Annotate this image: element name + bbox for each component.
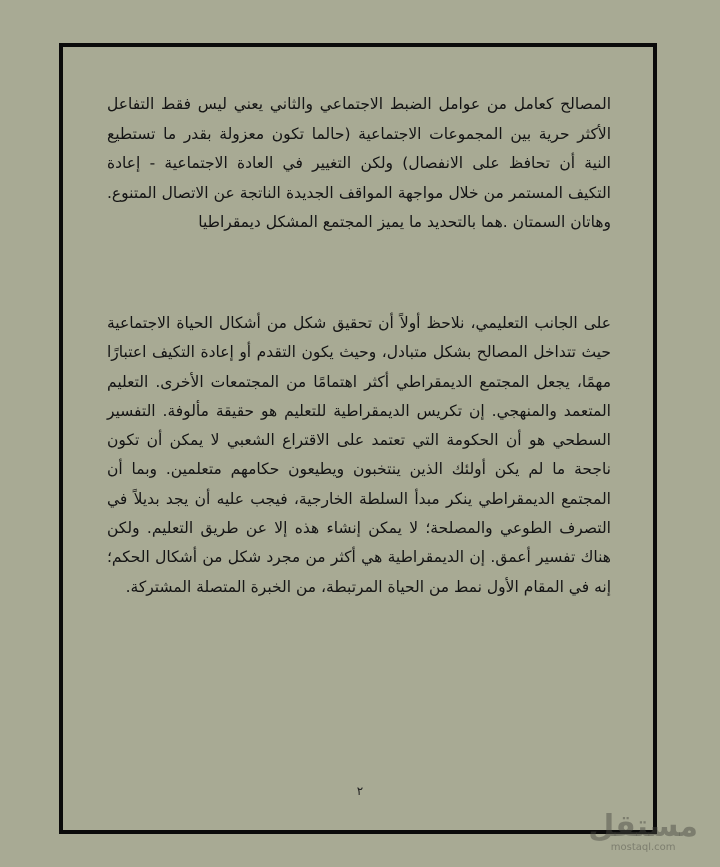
watermark-logo: مستقل <box>588 809 698 844</box>
page-number: ٢ <box>356 784 364 798</box>
mostaql-watermark <box>588 809 698 853</box>
paragraph-1: المصالح كعامل من عوامل الضبط الاجتماعي والثاني يعني ليس فقط التفاعل الأكثر حرية بين المجموعات الاجتماعية (حالما تكون معزولة بقدر ما تستطيع النية أن تحافظ على الانفصال) ولكن التغيير في العادة الاجتماعية - إعادة التكيف المستمر من خلال مواجهة المواقف الجديدة الناتجة عن الاتصال المتنوع. وهاتان السمتان .هما بالتحديد ما يميز المجتمع المشكل ديمقراطيا <box>107 95 611 231</box>
paragraph-2: على الجانب التعليمي، نلاحظ أولاً أن تحقيق شكل من أشكال الحياة الاجتماعية حيث تتداخل المصالح بشكل متبادل، وحيث يكون التقدم أو إعادة التكيف اعتبارًا مهمًا، يجعل المجتمع الديمقراطي أكثر اهتمامًا من المجتمعات الأخرى. التعليم المتعمد والمنهجي. إن تكريس الديمقراطية للتعليم هو حقيقة مألوفة. التفسير السطحي هو أن الحكومة التي تعتمد على الاقتراع الشعبي لا يمكن أن تكون ناجحة ما لم يكن أولئك الذين ينتخبون ويطيعون حكامهم متعلمين. وبما أن المجتمع الديمقراطي ينكر مبدأ السلطة الخارجية، فيجب عليه أن يجد بديلاً في التصرف الطوعي والمصلحة؛ لا يمكن إنشاء هذه إلا عن طريق التعليم. ولكن هناك تفسير أعمق. إن الديمقراطية هي أكثر من مجرد شكل من أشكال الحكم؛ إنه في المقام الأول نمط من الحياة المرتبطة، من الخبرة المتصلة المشتركة. <box>107 314 611 596</box>
watermark-url: mostaql.com <box>610 842 676 853</box>
